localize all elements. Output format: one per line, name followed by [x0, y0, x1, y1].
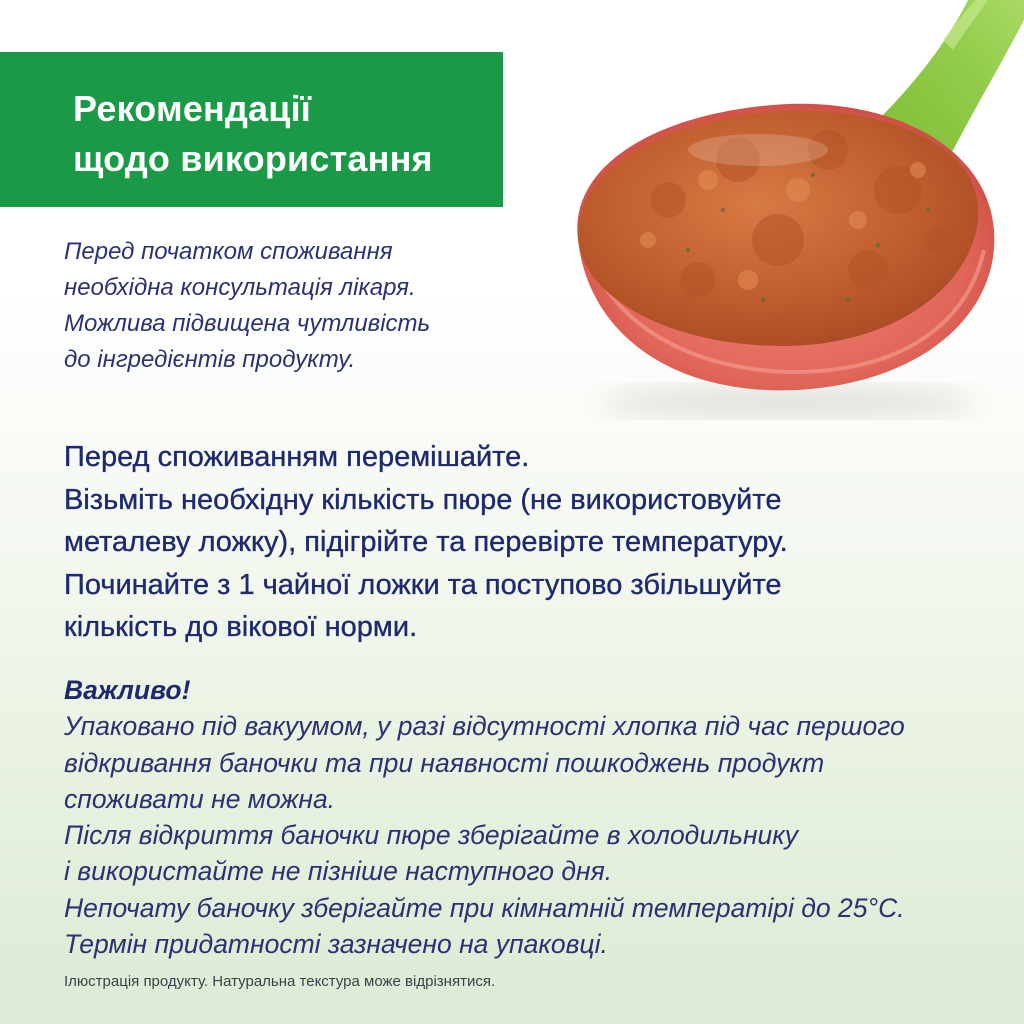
instructions-line-4: Починайте з 1 чайної ложки та поступово збільшуйте: [64, 568, 782, 601]
warning-line-2: необхідна консультація лікаря.: [64, 274, 416, 301]
instructions-line-3: металеву ложку), підігрійте та перевірте температуру.: [64, 526, 788, 558]
instructions-line-5: кількість до вікової норми.: [64, 611, 418, 643]
page-title: [73, 84, 433, 184]
important-line-5: і використайте не пізніше наступного дня.: [64, 856, 613, 887]
page-title-line-2: щодо використання: [73, 138, 433, 179]
doctor-consultation-warning: [64, 234, 506, 378]
page-title-line-1: Рекомендації: [73, 88, 312, 129]
important-line-4: Після відкриття баночки пюре зберігайте в холодильнику: [64, 820, 799, 851]
important-line-6: Непочату баночку зберігайте при кімнатній температірі до 25°C.: [64, 892, 905, 923]
warning-line-1: Перед початком споживання: [64, 238, 393, 265]
important-line-1: Упаковано під вакуумом, у разі відсутності хлопка під час першого: [64, 711, 905, 742]
illustration-footnote: Ілюстрація продукту. Натуральна текстура може відрізнятися.: [64, 973, 496, 990]
spoon-with-puree-icon: [548, 0, 1024, 420]
warning-line-4: до інгредієнтів продукту.: [64, 346, 356, 373]
usage-instructions: [64, 436, 994, 649]
instructions-line-1: Перед споживанням перемішайте.: [64, 441, 530, 473]
warning-line-3: Можлива підвищена чутливість: [64, 310, 431, 337]
important-line-7: Термін придатності зазначено на упаковці.: [64, 929, 608, 960]
important-notice: [64, 672, 994, 962]
instructions-line-2: Візьміть необхідну кількість пюре (не використовуйте: [64, 483, 782, 516]
important-heading: Важливо!: [64, 675, 191, 705]
important-line-2: відкривання баночки та при наявності пошкоджень продукт: [64, 747, 825, 778]
important-line-3: споживати не можна.: [64, 783, 336, 814]
